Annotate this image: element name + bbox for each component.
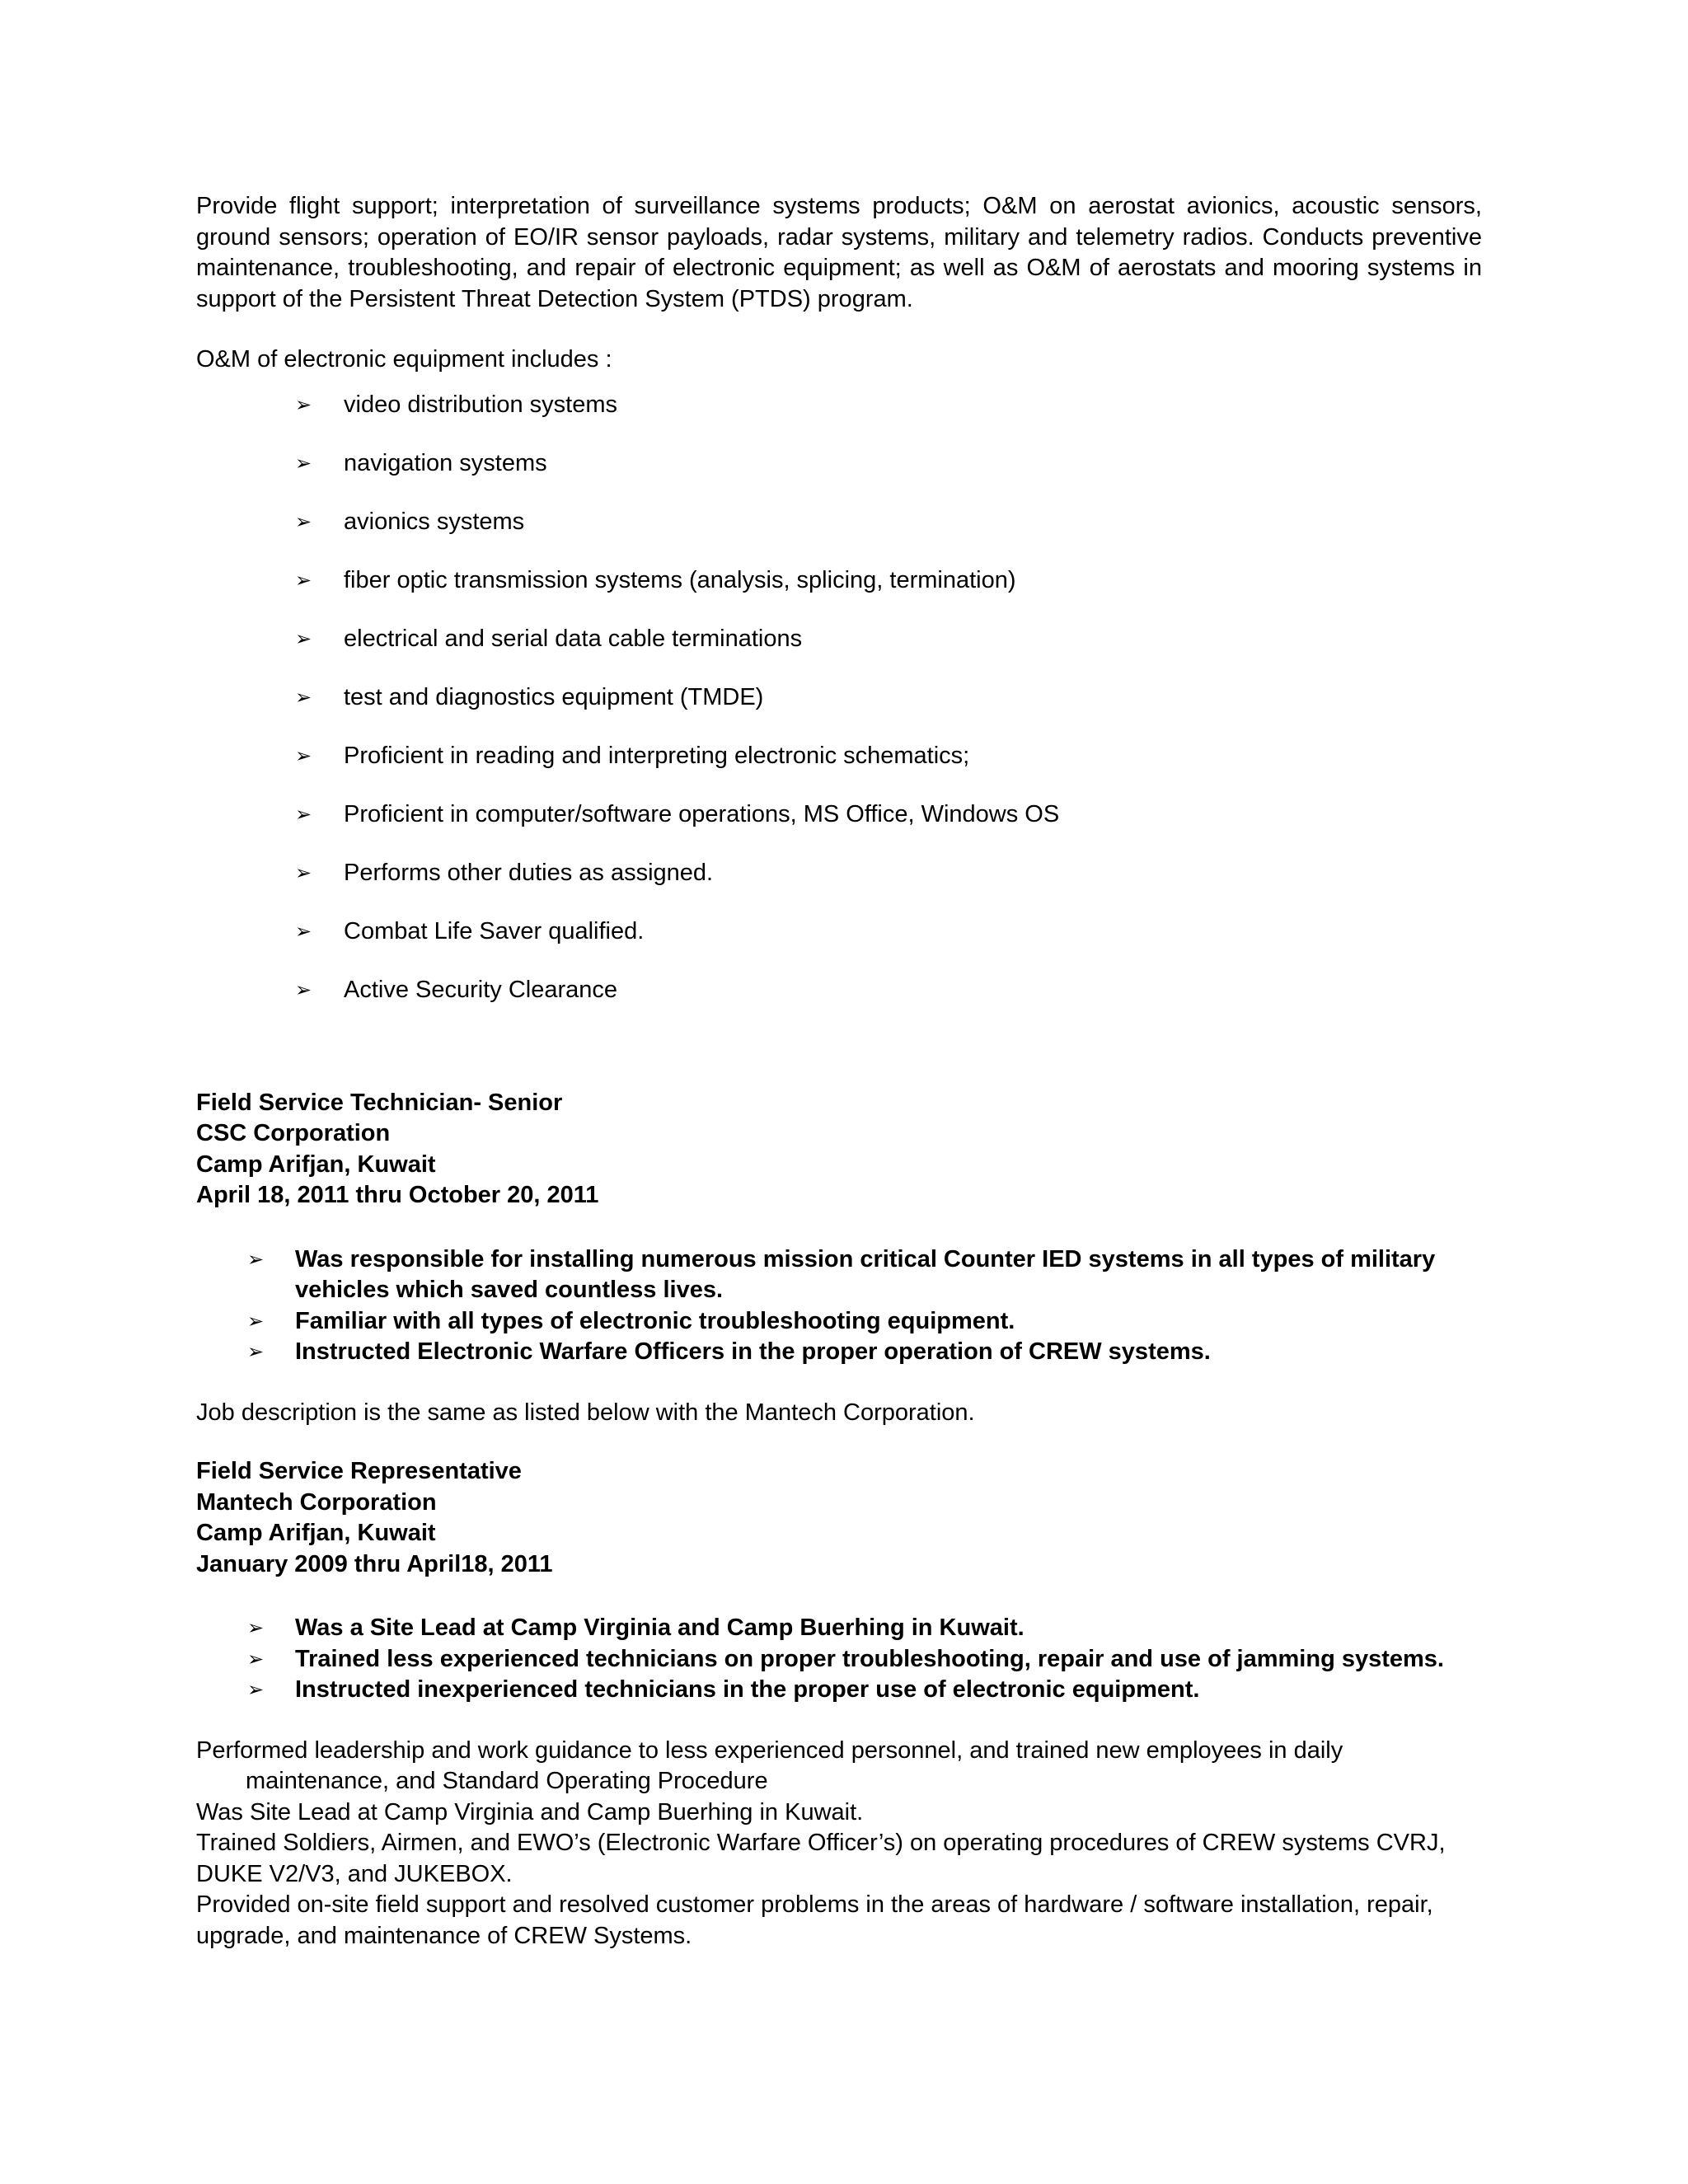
list-item: ➢ fiber optic transmission systems (analysis, splicing, termination) (196, 551, 1482, 610)
arrow-bullet-icon: ➢ (247, 1247, 265, 1271)
intro-paragraph: Provide flight support; interpretation of surveillance systems products; O&M on aerostat avionics, acoustic sensors, ground sensors; operation of EO/IR sensor payloads, radar systems, military and telemetry radios. Conducts preventive maintenance, troubleshooting, and repair of electronic equipment; as well as O&M of aerostats and mooring systems in support of the Persistent Threat Detection System (PTDS) program. (196, 193, 1482, 312)
arrow-bullet-icon: ➢ (295, 451, 312, 475)
job2-dates: January 2009 thru April18, 2011 (196, 1550, 553, 1577)
arrow-bullet-icon: ➢ (247, 1616, 265, 1639)
resume-page (196, 191, 1482, 1952)
list-item: ➢ avionics systems (196, 493, 1482, 551)
arrow-bullet-icon: ➢ (295, 919, 312, 943)
job2-detail: Provided on-site field support and resolved customer problems in the areas of hardware / software installation, repair, upgrade, and maintenance of CREW Systems. (196, 1891, 1433, 1949)
list-item: ➢ Familiar with all types of electronic troubleshooting equipment. (196, 1306, 1482, 1338)
arrow-bullet-icon: ➢ (295, 509, 312, 533)
equipment-intro: O&M of electronic equipment includes : (196, 346, 612, 373)
list-item: ➢ Instructed inexperienced technicians in the proper use of electronic equipment. (196, 1675, 1482, 1706)
arrow-bullet-icon: ➢ (247, 1647, 265, 1671)
job2-header (196, 1456, 1482, 1580)
list-item: ➢ Instructed Electronic Warfare Officers in the proper operation of CREW systems. (196, 1337, 1482, 1368)
list-item: ➢ Trained less experienced technicians on proper troubleshooting, repair and use of jamming systems. (196, 1644, 1482, 1675)
list-item: ➢ electrical and serial data cable terminations (196, 610, 1482, 668)
arrow-bullet-icon: ➢ (247, 1340, 265, 1363)
job1-title: Field Service Technician- Senior (196, 1089, 563, 1116)
job1-header (196, 1088, 1482, 1212)
job1-company: CSC Corporation (196, 1120, 391, 1146)
list-item: ➢ Active Security Clearance (196, 961, 1482, 1019)
arrow-bullet-icon: ➢ (295, 626, 312, 650)
list-item: ➢ Combat Life Saver qualified. (196, 902, 1482, 961)
job1-note: Job description is the same as listed below with the Mantech Corporation. (196, 1399, 975, 1426)
list-item: ➢ Was responsible for installing numerous mission critical Counter IED systems in all types of military vehicles which saved countless lives. (247, 1245, 1436, 1303)
job2-details (196, 1736, 1482, 1952)
job2-detail: Trained Soldiers, Airmen, and EWO’s (Electronic Warfare Officer’s) on operating procedures of CREW systems CVRJ, DUKE V2/V3, and JUKEBOX. (196, 1830, 1446, 1887)
arrow-bullet-icon: ➢ (295, 568, 312, 592)
arrow-bullet-icon: ➢ (295, 802, 312, 826)
list-item: ➢ Proficient in reading and interpreting electronic schematics; (196, 727, 1482, 785)
list-item: ➢ Was a Site Lead at Camp Virginia and Camp Buerhing in Kuwait. (196, 1613, 1482, 1644)
list-item: ➢ video distribution systems (196, 376, 1482, 434)
arrow-bullet-icon: ➢ (247, 1309, 265, 1333)
job1-location: Camp Arifjan, Kuwait (196, 1151, 436, 1178)
job2-location: Camp Arifjan, Kuwait (196, 1520, 436, 1546)
arrow-bullet-icon: ➢ (295, 860, 312, 884)
arrow-bullet-icon: ➢ (247, 1678, 265, 1701)
job2-detail: Performed leadership and work guidance to less experienced personnel, and trained new employees in daily maintenance, and Standard Operating Procedure (196, 1736, 1343, 1794)
list-item: ➢ navigation systems (196, 434, 1482, 493)
arrow-bullet-icon: ➢ (295, 977, 312, 1001)
job1-bullets (196, 1244, 1482, 1368)
job2-company: Mantech Corporation (196, 1488, 437, 1516)
job2-bullets (196, 1613, 1482, 1706)
arrow-bullet-icon: ➢ (295, 685, 312, 709)
arrow-bullet-icon: ➢ (295, 392, 312, 416)
arrow-bullet-icon: ➢ (295, 743, 312, 767)
list-item: ➢ Proficient in computer/software operations, MS Office, Windows OS (196, 785, 1482, 844)
list-item: ➢ test and diagnostics equipment (TMDE) (196, 668, 1482, 727)
list-item: ➢ Performs other duties as assigned. (196, 844, 1482, 902)
equipment-list (196, 376, 1482, 1019)
job1-dates: April 18, 2011 thru October 20, 2011 (196, 1182, 599, 1208)
job2-detail: Was Site Lead at Camp Virginia and Camp Buerhing in Kuwait. (196, 1798, 864, 1825)
job2-title: Field Service Representative (196, 1458, 522, 1484)
